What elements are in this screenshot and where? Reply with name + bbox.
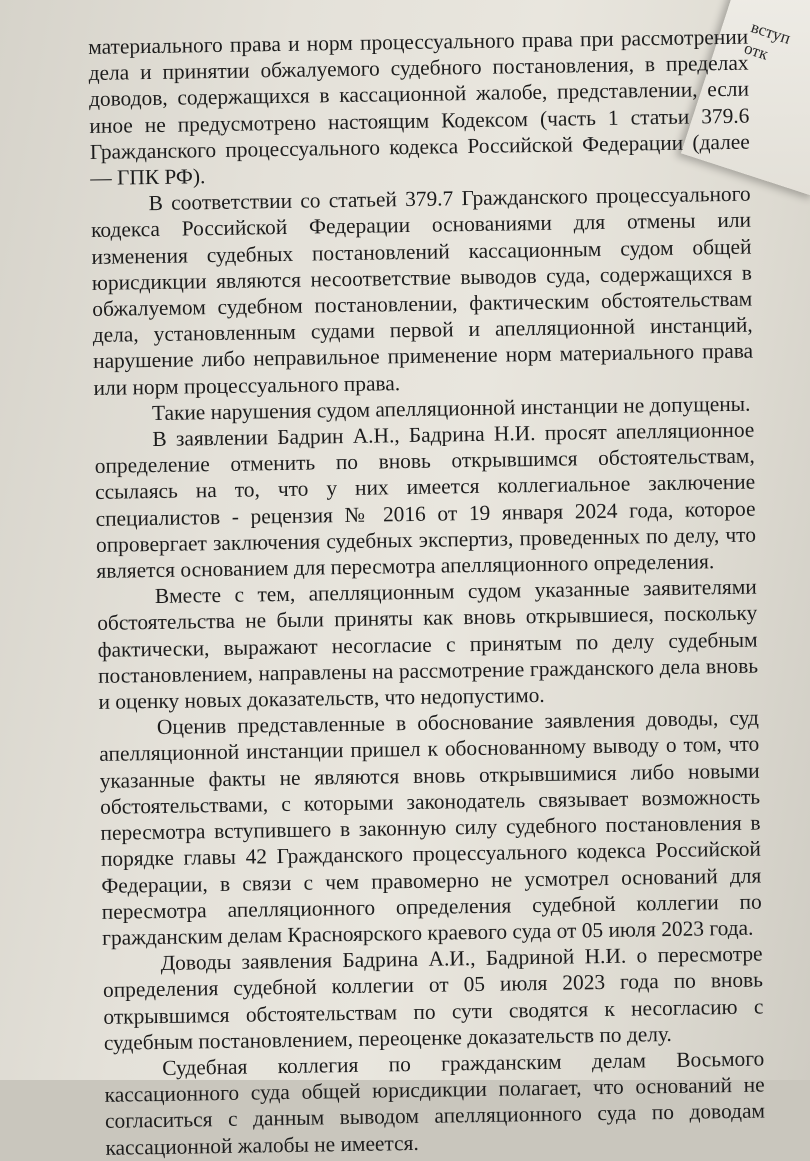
- paragraph-continued: материального права и норм процессуального права при рассмотрении дела и принятии обжалуемого судебного постановления, в пределах доводов, содержащихся в кассационной жалобе, представлении, если иное не предусмотрено настоящим Кодексом (часть 1 статьи 379.6 Гражданского процессуального кодекса Российской Федерации (далее — ГПК РФ).: [88, 24, 750, 190]
- paragraph: Оценив представленные в обоснование заявления доводы, суд апелляционной инстанции пришел к обоснованному выводу о том, что указанные факты не являются вновь открывшимися либо новыми обстоятельствами, с которыми законодатель связывает возможность пересмотра вступившего в законную силу судебного постановления в порядке главы 42 Гражданского процессуального кодекса Российской Федерации, в связи с чем правомерно не усмотрел оснований для пересмотра апелляционного определения судебной коллегии по гражданским делам Красноярского краевого суда от 05 июля 2023 года.: [99, 705, 762, 950]
- paragraph: В соответствии со статьей 379.7 Гражданского процессуального кодекса Российской Федерации основаниями для отмены или изменения судебных постановлений кассационным судом общей юрисдикции являются несоответствие выводов суда, содержащихся в обжалуемом судебном постановлении, фактическим обстоятельствам дела, установленным судами первой и апелляционной инстанций, нарушение либо неправильное применение норм материального права или норм процессуального права.: [90, 181, 754, 400]
- paragraph: Судебная коллегия по гражданским делам Восьмого кассационного суда общей юрисдикции полагает, что оснований не согласиться с данным выводом апелляционного суда по доводам кассационной жалобы не имеется.: [104, 1046, 766, 1160]
- paragraph: Вместе с тем, апелляционным судом указанные заявителями обстоятельства не были приняты как вновь открывшиеся, поскольку фактически, выражают несогласие с принятым по делу судебным постановлением, направлены на рассмотрение гражданского дела вновь и оценку новых доказательств, что недопустимо.: [97, 574, 759, 714]
- document-body: [88, 24, 766, 1161]
- overlapping-sheet-text: вступ: [748, 17, 793, 48]
- paragraph: Такие нарушения судом апелляционной инстанции не допущены.: [151, 391, 751, 425]
- paragraph: Доводы заявления Бадрина А.И., Бадриной Н.И. о пересмотре определения судебной коллегии от 05 июля 2023 года по вновь открывшимся обстоятельствам по сути сводятся к несогласию с судебным постановлением, переоценке доказательств по делу.: [102, 941, 764, 1055]
- overlapping-sheet-text: отк: [741, 38, 771, 64]
- paragraph: В заявлении Бадрин А.Н., Бадрина Н.И. просят апелляционное определение отменить по вновь открывшимся обстоятельствам, ссылаясь на то, что у них имеется коллегиальное заключение специалистов - рецензия № 2016 от 19 января 2024 года, которое опровергает заключения судебных экспертиз, проведенных по делу, что является основанием для пересмотра апелляционного определения.: [94, 417, 757, 583]
